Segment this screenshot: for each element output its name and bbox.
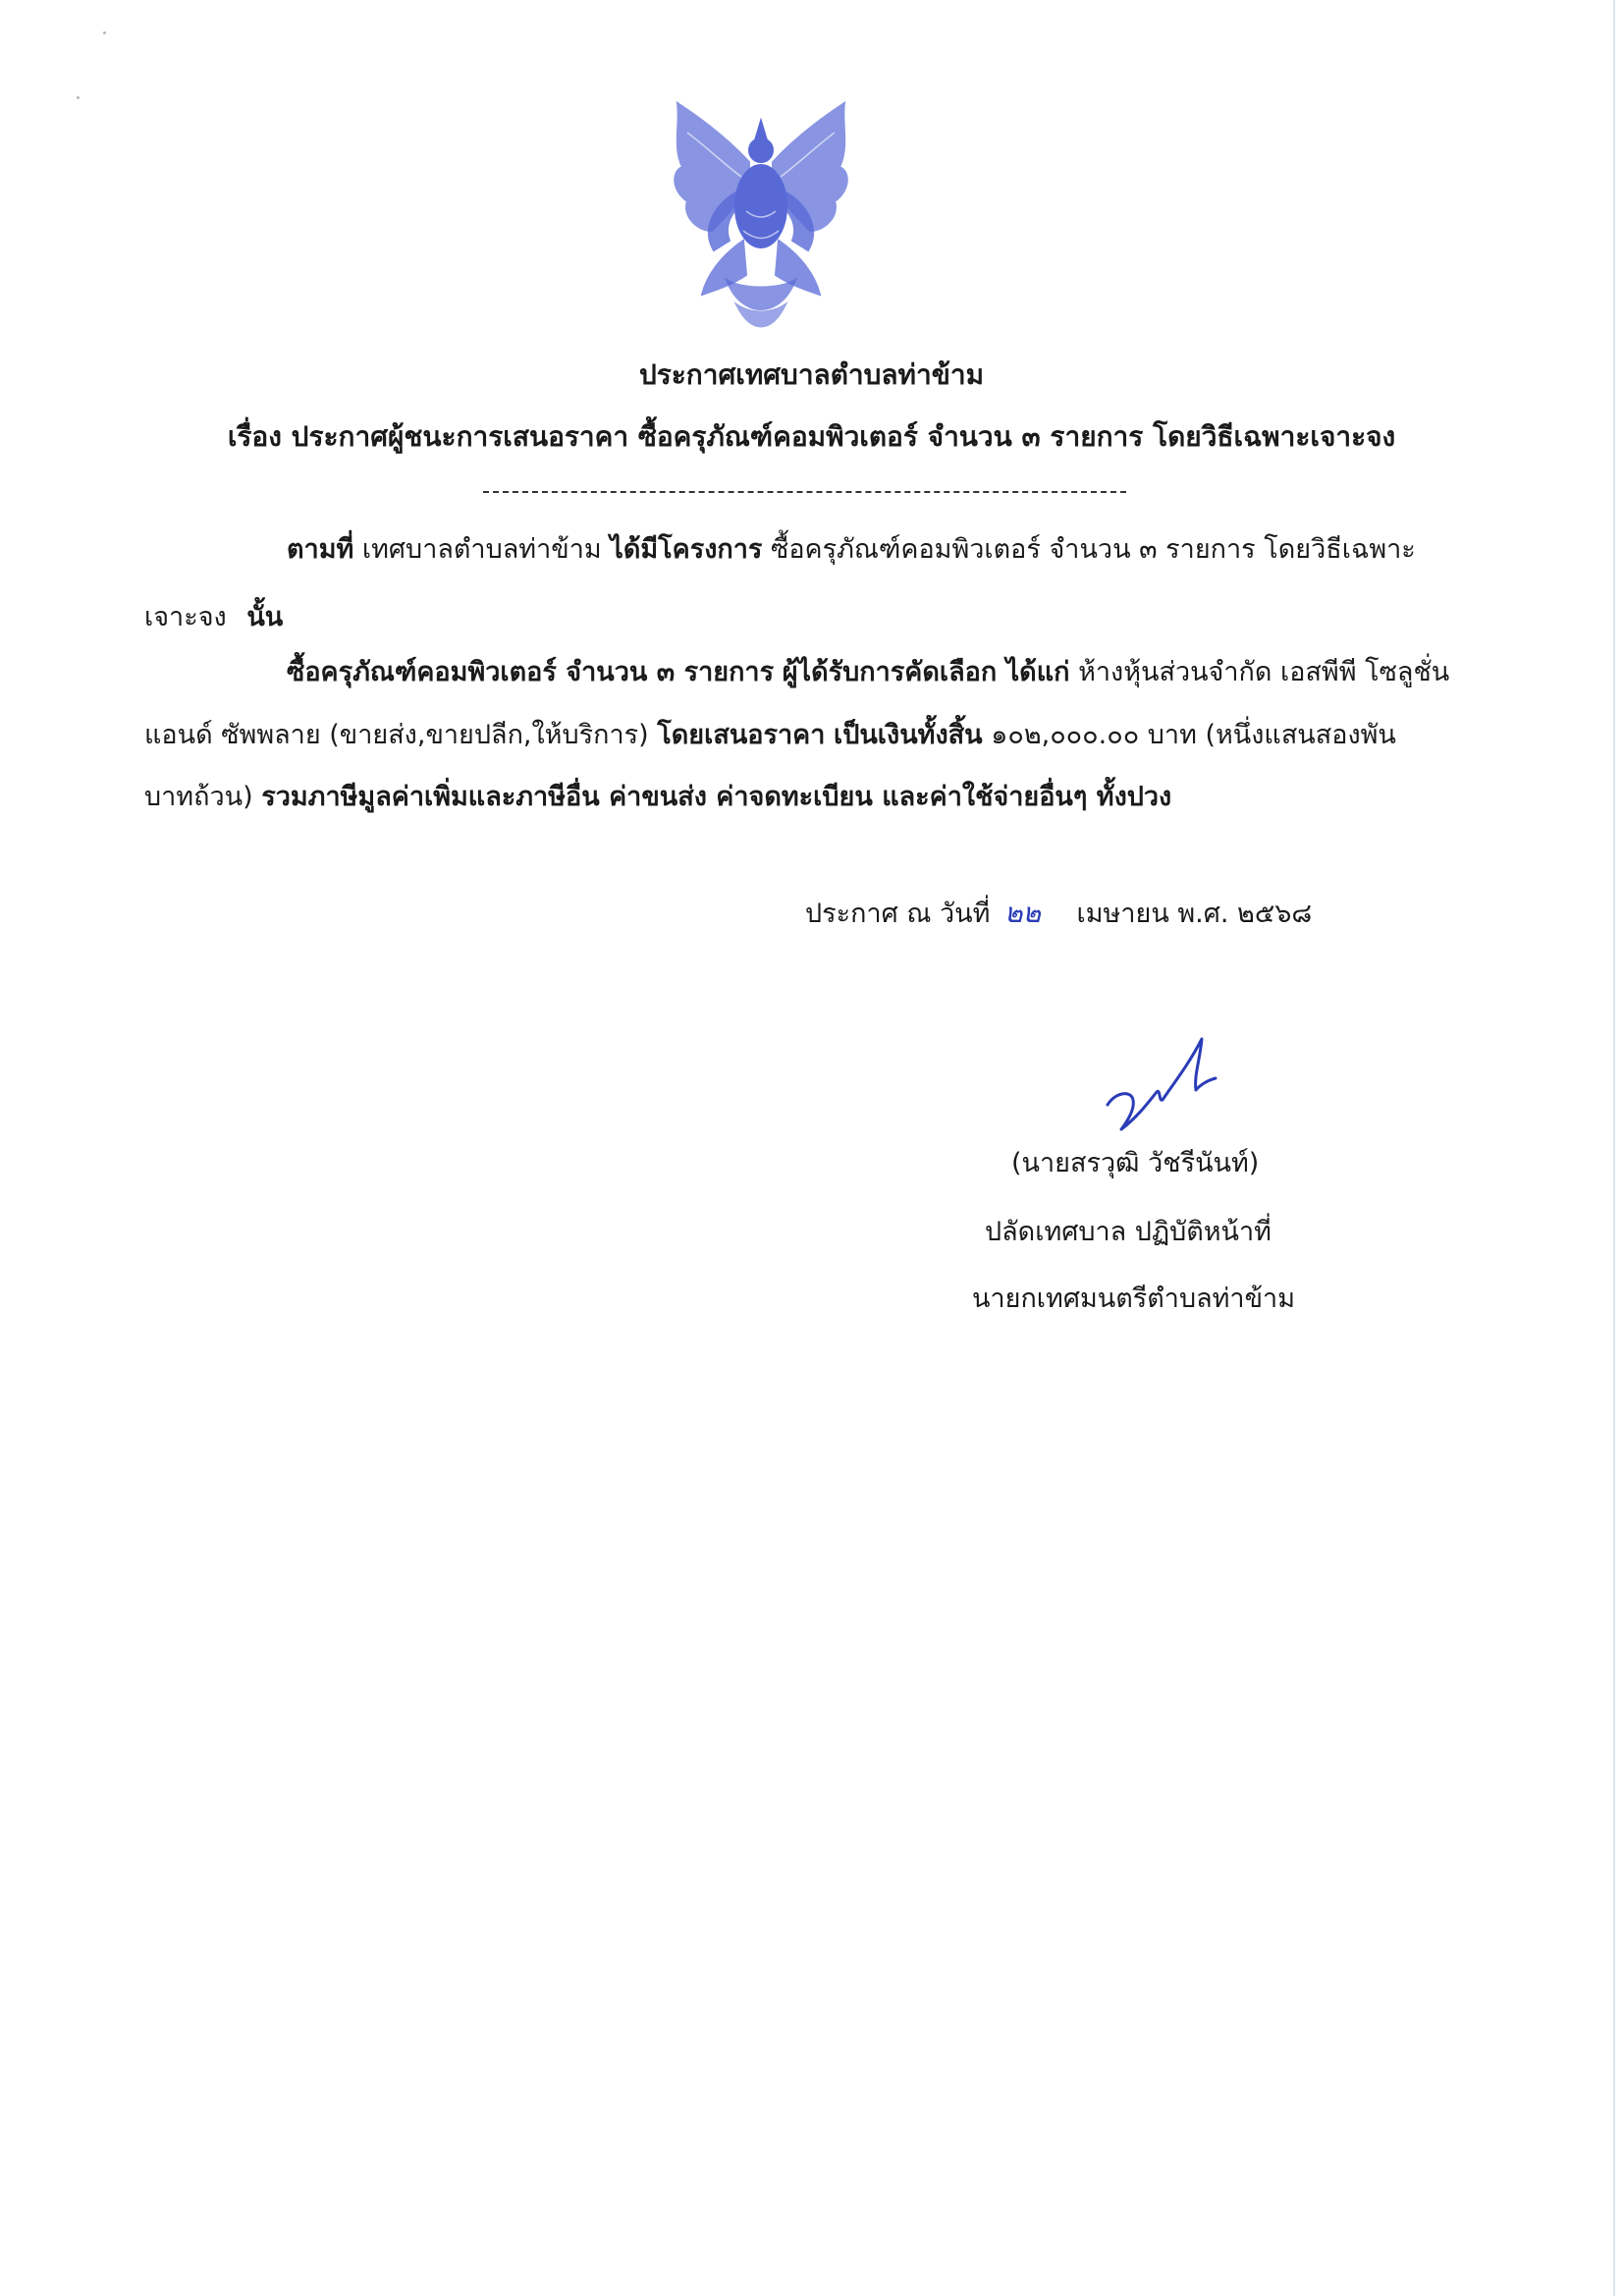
signatory-position-2: นายกเทศมนตรีตำบลท่าข้าม bbox=[972, 1284, 1295, 1314]
date-prefix: ประกาศ ณ วันที่ bbox=[805, 899, 991, 929]
p2-item: ซื้อครุภัณฑ์คอมพิวเตอร์ จำนวน ๓ รายการ bbox=[287, 657, 775, 687]
paragraph-1-line-1 bbox=[287, 530, 1416, 570]
document-subject bbox=[0, 417, 1623, 457]
p1-project: ซื้อครุภัณฑ์คอมพิวเตอร์ จำนวน ๓ รายการ โดยวิธีเฉพาะ bbox=[771, 534, 1416, 565]
p2-price-label: โดยเสนอราคา bbox=[657, 720, 826, 750]
announcement-date bbox=[805, 894, 1312, 934]
p1-org: เทศบาลตำบลท่าข้าม bbox=[361, 534, 602, 565]
p2-inclusions: รวมภาษีมูลค่าเพิ่มและภาษีอื่น ค่าขนส่ง ค่าจดทะเบียน และค่าใช้จ่ายอื่นๆ ทั้งปวง bbox=[261, 782, 1172, 812]
paragraph-2-line-1 bbox=[287, 653, 1449, 692]
handwritten-signature bbox=[1098, 1031, 1225, 1134]
garuda-emblem-icon bbox=[653, 93, 869, 339]
paragraph-2-line-2 bbox=[144, 716, 1396, 755]
p1-lead: ตามที่ bbox=[287, 534, 354, 565]
scan-speck bbox=[103, 31, 106, 34]
subject-text: ประกาศผู้ชนะการเสนอราคา ซื้อครุภัณฑ์คอมพิวเตอร์ จำนวน ๓ รายการ โดยวิธีเฉพาะเจาะจง bbox=[291, 420, 1396, 453]
p2-vendor: ห้างหุ้นส่วนจำกัด เอสพีพี โซลูชั่น bbox=[1078, 657, 1450, 687]
p2-vendor-cont: แอนด์ ซัพพลาย (ขายส่ง,ขายปลีก,ให้บริการ) bbox=[144, 720, 649, 750]
paragraph-1-line-2 bbox=[144, 598, 283, 637]
signatory-position-1: ปลัดเทศบาล ปฏิบัติหน้าที่ bbox=[985, 1217, 1271, 1247]
date-day: ๒๒ bbox=[1004, 897, 1041, 929]
title-divider bbox=[483, 491, 1126, 493]
paragraph-2-line-3 bbox=[144, 778, 1171, 817]
p2-selected-label: ผู้ได้รับการคัดเลือก ได้แก่ bbox=[782, 657, 1070, 687]
scan-speck bbox=[77, 96, 80, 99]
signatory-name: (นายสรวุฒิ วัชรีนันท์) bbox=[1011, 1148, 1260, 1178]
p2-amount: ๑๐๒,๐๐๐.๐๐ บาท (หนึ่งแสนสองพัน bbox=[991, 720, 1396, 750]
subject-label: เรื่อง bbox=[227, 420, 282, 453]
p2-total-label: เป็นเงินทั้งสิ้น bbox=[833, 720, 983, 750]
p1-phrase: ได้มีโครงการ bbox=[610, 534, 763, 565]
document-title: ประกาศเทศบาลตำบลท่าข้าม bbox=[638, 358, 985, 391]
p2-amount-cont: บาทถ้วน) bbox=[144, 782, 253, 812]
p1-end: นั้น bbox=[246, 602, 284, 632]
date-month-year: เมษายน พ.ศ. ๒๕๖๘ bbox=[1076, 899, 1313, 929]
scan-edge bbox=[1613, 0, 1615, 2296]
p1-project-cont: เจาะจง bbox=[144, 602, 227, 632]
